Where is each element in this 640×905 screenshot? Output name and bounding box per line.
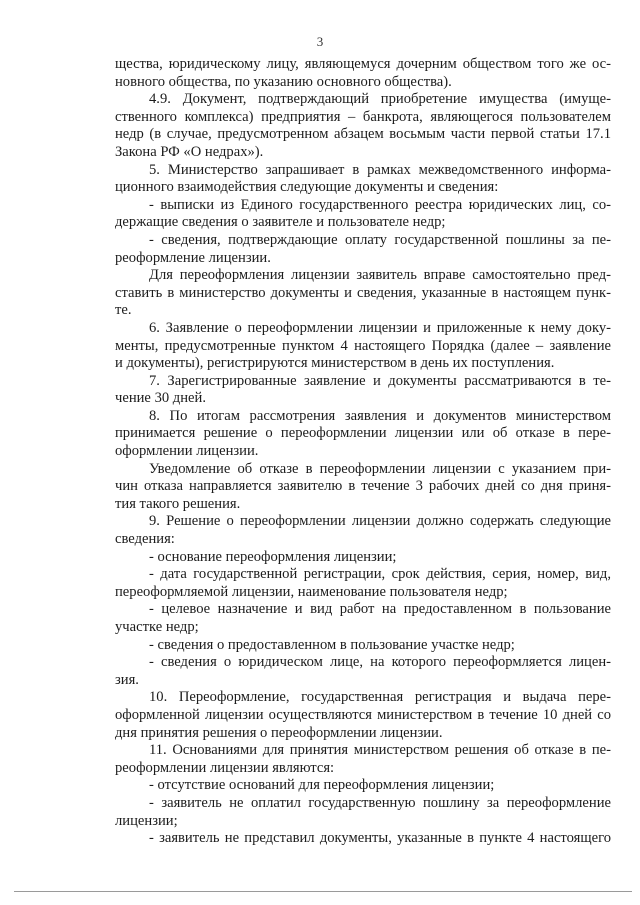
text-line: - сведения о предоставленном в пользование участке недр; xyxy=(149,636,515,653)
document-body xyxy=(115,56,611,848)
text-line: - выписки из Единого государственного реестра юридических лиц, со- xyxy=(149,196,611,213)
text-line: участке недр; xyxy=(115,619,199,635)
text-line: - целевое назначение и вид работ на предоставленном в пользование xyxy=(149,601,611,618)
text-line: менты, предусмотренные пунктом 4 настоящего Порядка (далее – заявление xyxy=(115,337,611,354)
text-line: чин отказа направляется заявителю в течение 3 рабочих дней со дня приня- xyxy=(115,478,611,495)
text-line: недр (в случае, предусмотренном абзацем восьмым части первой статьи 17.1 xyxy=(115,126,611,143)
text-line: Для переоформления лицензии заявитель вправе самостоятельно пред- xyxy=(149,267,611,284)
text-line: Закона РФ «О недрах»). xyxy=(115,143,264,160)
text-line: 6. Заявление о переоформлении лицензии и приложенные к нему доку- xyxy=(149,319,611,336)
text-line: держащие сведения о заявителе и пользователе недр; xyxy=(115,214,446,231)
text-line: ционного взаимодействия следующие документы и сведения: xyxy=(115,179,499,196)
text-line: - заявитель не представил документы, указанные в пункте 4 настоящего xyxy=(149,830,611,847)
text-line: 10. Переоформление, государственная регистрация и выдача пере- xyxy=(149,689,611,706)
text-line: переоформляемой лицензии, наименование пользователя недр; xyxy=(115,583,508,600)
text-line: 8. По итогам рассмотрения заявления и документов министерством xyxy=(149,407,611,424)
text-line: новного общества, по указанию основного общества). xyxy=(115,73,452,90)
text-line: Уведомление об отказе в переоформлении лицензии с указанием при- xyxy=(149,460,611,477)
text-line: щества, юридическому лицу, являющемуся дочерним обществом того же ос- xyxy=(115,56,611,72)
text-line: - дата государственной регистрации, срок действия, серия, номер, вид, xyxy=(149,566,611,583)
text-line: оформленной лицензии осуществляются министерством в течение 10 дней со xyxy=(115,706,611,723)
text-line: 4.9. Документ, подтверждающий приобретение имущества (имуще- xyxy=(149,91,611,108)
text-line: - отсутствие оснований для переоформления лицензии; xyxy=(149,777,495,794)
text-line: реоформлении лицензии являются: xyxy=(115,759,335,776)
text-line: - сведения о юридическом лице, на которого переоформляется лицен- xyxy=(149,654,611,671)
text-line: оформлении лицензии. xyxy=(115,443,259,460)
text-line: - заявитель не оплатил государственную пошлину за переоформление xyxy=(149,794,611,811)
text-line: зия. xyxy=(115,671,139,688)
text-line: принимается решение о переоформлении лицензии или об отказе в пере- xyxy=(115,425,611,442)
text-line: реоформление лицензии. xyxy=(115,249,271,266)
text-line: - основание переоформления лицензии; xyxy=(149,548,397,565)
page-bottom-edge xyxy=(14,891,632,892)
text-line: - сведения, подтверждающие оплату государственной пошлины за пе- xyxy=(149,231,611,248)
text-line: те. xyxy=(115,302,132,319)
page-number: 3 xyxy=(316,34,324,49)
text-line: лицензии; xyxy=(115,812,178,829)
text-line: и документы), регистрируются министерством в день их поступления. xyxy=(115,355,555,372)
text-line: сведения: xyxy=(115,531,175,548)
text-line: 9. Решение о переоформлении лицензии должно содержать следующие xyxy=(149,513,611,530)
text-line: 11. Основаниями для принятия министерством решения об отказе в пе- xyxy=(149,742,611,759)
text-line: ственного комплекса) предприятия – банкрота, являющегося пользователем xyxy=(115,108,611,125)
text-line: ставить в министерство документы и сведения, указанные в настоящем пунк- xyxy=(115,284,611,301)
text-line: дня принятия решения о переоформлении лицензии. xyxy=(115,724,443,741)
text-line: 7. Зарегистрированные заявление и документы рассматриваются в те- xyxy=(149,372,611,389)
text-line: тия такого решения. xyxy=(115,495,241,512)
text-line: 5. Министерство запрашивает в рамках межведомственного информа- xyxy=(149,161,611,178)
text-line: чение 30 дней. xyxy=(115,390,206,407)
